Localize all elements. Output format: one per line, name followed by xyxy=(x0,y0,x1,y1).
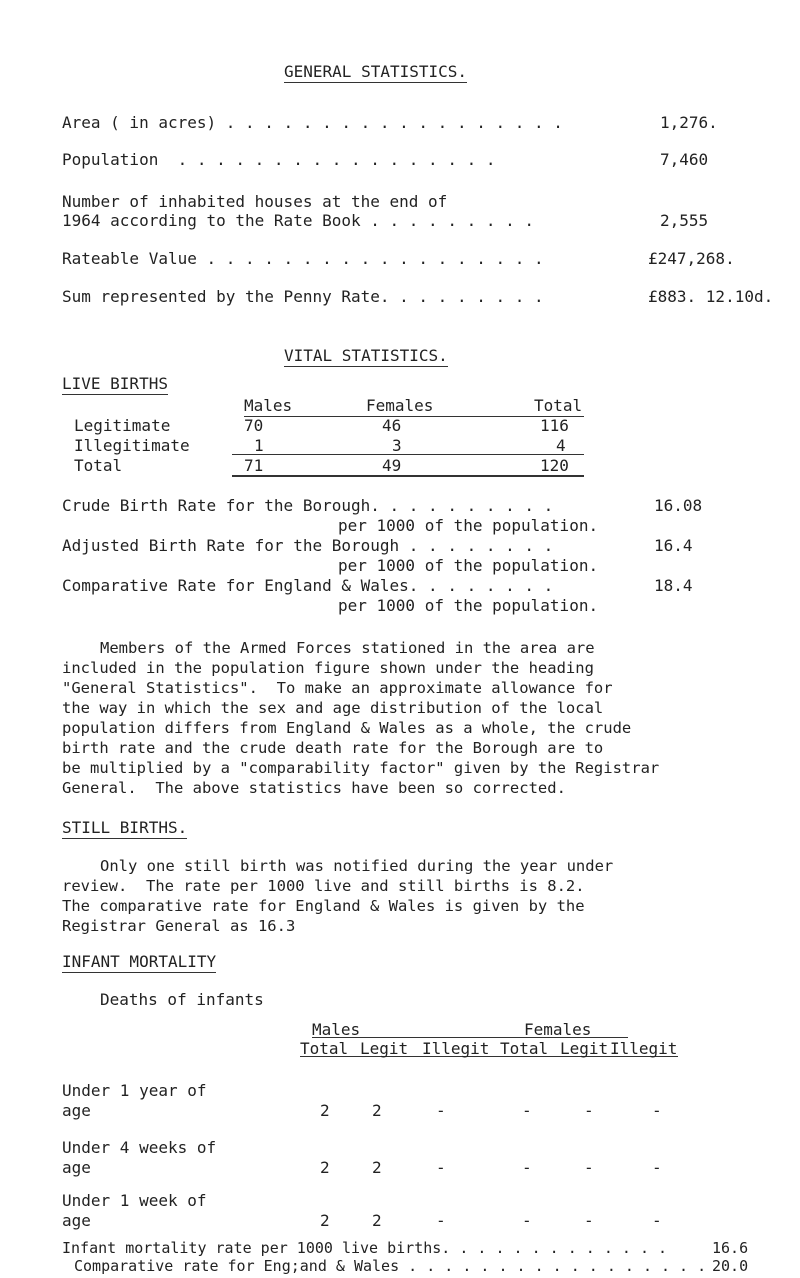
row-label-total: Total xyxy=(74,456,123,475)
houses-label: 1964 according to the Rate Book . . . . . . . . . xyxy=(62,211,535,230)
para-line: General. The above statistics have been so corrected. xyxy=(62,779,566,797)
col-total: Total xyxy=(534,396,583,415)
infant-rate-value: 16.6 xyxy=(712,1239,749,1257)
comparative-infant-rate-value: 20.0 xyxy=(712,1257,749,1275)
row-label: Under 1 week of xyxy=(62,1191,207,1210)
crude-birth-rate-value: 16.08 xyxy=(654,496,703,515)
comparative-rate-value: 18.4 xyxy=(654,576,693,595)
cell: - xyxy=(584,1101,594,1120)
row-label: Under 4 weeks of xyxy=(62,1138,217,1157)
page-title: GENERAL STATISTICS. xyxy=(284,62,468,81)
adjusted-birth-rate-value: 16.4 xyxy=(654,536,693,555)
still-line: The comparative rate for England & Wales is given by the xyxy=(62,897,585,915)
cell: 2 xyxy=(320,1101,330,1120)
population-value: 7,460 xyxy=(660,150,709,169)
cell: - xyxy=(652,1158,662,1177)
penny-rate-label: Sum represented by the Penny Rate. . . . . . . . . xyxy=(62,287,544,306)
total-males: 71 xyxy=(244,456,264,475)
col-legit: Legit xyxy=(360,1039,409,1058)
houses-value: 2,555 xyxy=(660,211,709,230)
crude-birth-rate-label: Crude Birth Rate for the Borough. . . . . . . . . . xyxy=(62,496,554,515)
row-label: age xyxy=(62,1158,91,1177)
col-illegit: Illegit xyxy=(422,1039,490,1058)
still-line: review. The rate per 1000 live and still births is 8.2. xyxy=(62,877,585,895)
row-label: age xyxy=(62,1211,91,1230)
comparative-rate-label: Comparative Rate for England & Wales. . . . . . . . xyxy=(62,576,554,595)
illegit-males: 1 xyxy=(254,436,264,455)
col-legit: Legit xyxy=(560,1039,609,1058)
illegit-total: 4 xyxy=(556,436,566,455)
col-males: Males xyxy=(244,396,293,415)
cell: - xyxy=(584,1211,594,1230)
legit-males: 70 xyxy=(244,416,264,435)
infant-subheading: Deaths of infants xyxy=(100,990,264,1009)
col-females: Females xyxy=(366,396,434,415)
still-line: Only one still birth was notified during the year under xyxy=(100,857,614,875)
cell: 2 xyxy=(372,1158,382,1177)
para-line: the way in which the sex and age distribution of the local xyxy=(62,699,604,717)
col-illegit: Illegit xyxy=(610,1039,678,1058)
para-line: "General Statistics". To make an approximate allowance for xyxy=(62,679,613,697)
cell: - xyxy=(436,1211,446,1230)
legit-females: 46 xyxy=(382,416,402,435)
cell: - xyxy=(652,1101,662,1120)
legit-total: 116 xyxy=(540,416,569,435)
comparative-infant-rate-label: Comparative rate for Eng;and & Wales . . . . . . . . . . . . . . . . . xyxy=(74,1257,707,1275)
cell: - xyxy=(584,1158,594,1177)
rateable-value: £247,268. xyxy=(648,249,735,268)
still-line: Registrar General as 16.3 xyxy=(62,917,296,935)
row-label-legitimate: Legitimate xyxy=(74,416,171,435)
cell: 2 xyxy=(320,1158,330,1177)
area-label: Area ( in acres) . . . . . . . . . . . . . . . . . . xyxy=(62,113,563,132)
infant-rate-label: Infant mortality rate per 1000 live births. . . . . . . . . . . . . xyxy=(62,1239,668,1257)
cell: - xyxy=(522,1158,532,1177)
para-line: be multiplied by a "comparability factor" given by the Registrar xyxy=(62,759,660,777)
adjusted-birth-rate-sub: per 1000 of the population. xyxy=(338,556,599,575)
cell: - xyxy=(436,1158,446,1177)
para-line: included in the population figure shown under the heading xyxy=(62,659,594,677)
rateable-value-label: Rateable Value . . . . . . . . . . . . . . . . . . xyxy=(62,249,544,268)
row-label: age xyxy=(62,1101,91,1120)
still-births-heading: STILL BIRTHS. xyxy=(62,818,188,837)
para-line: Members of the Armed Forces stationed in the area are xyxy=(100,639,595,657)
row-label-illegitimate: Illegitimate xyxy=(74,436,190,455)
cell: - xyxy=(522,1211,532,1230)
cell: 2 xyxy=(320,1211,330,1230)
cell: 2 xyxy=(372,1101,382,1120)
penny-rate-value: £883. 12.10d. xyxy=(648,287,774,306)
row-label: Under 1 year of xyxy=(62,1081,207,1100)
area-value: 1,276. xyxy=(660,113,718,132)
adjusted-birth-rate-label: Adjusted Birth Rate for the Borough . . . . . . . . xyxy=(62,536,554,555)
para-line: birth rate and the crude death rate for the Borough are to xyxy=(62,739,604,757)
col-total: Total xyxy=(500,1039,549,1058)
total-females: 49 xyxy=(382,456,402,475)
total-total: 120 xyxy=(540,456,569,475)
group-males: Males xyxy=(312,1020,361,1039)
cell: - xyxy=(436,1101,446,1120)
comparative-rate-sub: per 1000 of the population. xyxy=(338,596,599,615)
vital-statistics-title: VITAL STATISTICS. xyxy=(284,346,448,365)
crude-birth-rate-sub: per 1000 of the population. xyxy=(338,516,599,535)
infant-mortality-heading: INFANT MORTALITY xyxy=(62,952,217,971)
live-births-heading: LIVE BIRTHS xyxy=(62,374,168,393)
group-females: Females xyxy=(524,1020,592,1039)
cell: 2 xyxy=(372,1211,382,1230)
cell: - xyxy=(652,1211,662,1230)
population-label: Population . . . . . . . . . . . . . . . . . xyxy=(62,150,496,169)
col-total: Total xyxy=(300,1039,349,1058)
cell: - xyxy=(522,1101,532,1120)
illegit-females: 3 xyxy=(392,436,402,455)
houses-label-line1: Number of inhabited houses at the end of xyxy=(62,192,448,211)
para-line: population differs from England & Wales as a whole, the crude xyxy=(62,719,632,737)
